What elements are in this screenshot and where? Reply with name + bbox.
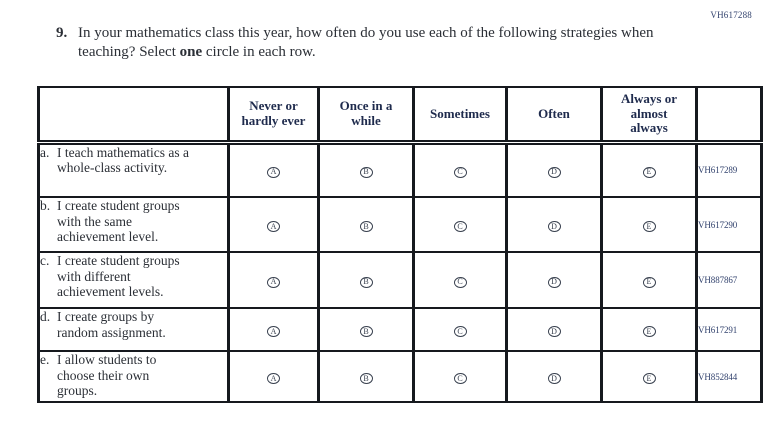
row-b-option-never[interactable]	[229, 197, 319, 252]
response-circle-b[interactable]: B	[360, 167, 373, 178]
question-text-pre: In your mathematics class this year, how often do you use each of the following strategies when teaching? Select	[78, 25, 654, 60]
row-b-letter: b.	[40, 198, 51, 213]
response-circle-a[interactable]: A	[267, 277, 280, 288]
table-row-c	[39, 252, 762, 308]
row-b-code: VH617290	[697, 197, 762, 252]
row-a-option-once[interactable]	[319, 142, 414, 197]
response-circle-d[interactable]: D	[548, 221, 561, 232]
row-d-stem	[39, 308, 229, 351]
response-circle-e[interactable]: E	[643, 167, 656, 178]
row-e-option-never[interactable]	[229, 351, 319, 402]
column-header-sometimes: Sometimes	[414, 87, 507, 142]
question-text-bold: one	[179, 44, 203, 60]
row-c-code: VH887867	[697, 252, 762, 308]
row-c-text: I create student groups with different achievement levels.	[57, 253, 180, 299]
row-b-stem	[39, 197, 229, 252]
response-circle-a[interactable]: A	[267, 221, 280, 232]
row-a-option-always[interactable]	[602, 142, 697, 197]
header-stem-empty	[39, 87, 229, 142]
row-b-option-sometimes[interactable]	[414, 197, 507, 252]
question-block	[56, 24, 656, 62]
row-e-option-often[interactable]	[507, 351, 602, 402]
row-e-option-always[interactable]	[602, 351, 697, 402]
row-d-letter: d.	[40, 309, 51, 324]
response-circle-e[interactable]: E	[643, 326, 656, 337]
row-a-stem	[39, 142, 229, 197]
response-circle-d[interactable]: D	[548, 326, 561, 337]
response-circle-d[interactable]: D	[548, 373, 561, 384]
question-number: 9.	[56, 25, 68, 41]
row-d-option-never[interactable]	[229, 308, 319, 351]
row-c-stem	[39, 252, 229, 308]
response-circle-b[interactable]: B	[360, 277, 373, 288]
row-e-option-sometimes[interactable]	[414, 351, 507, 402]
response-circle-c[interactable]: C	[454, 277, 467, 288]
table-row-b	[39, 197, 762, 252]
response-circle-b[interactable]: B	[360, 373, 373, 384]
row-d-option-often[interactable]	[507, 308, 602, 351]
row-d-code: VH617291	[697, 308, 762, 351]
row-a-option-sometimes[interactable]	[414, 142, 507, 197]
row-a-code: VH617289	[697, 142, 762, 197]
response-circle-e[interactable]: E	[643, 277, 656, 288]
column-header-never: Never or hardly ever	[229, 87, 319, 142]
survey-matrix-table	[37, 86, 763, 403]
response-circle-a[interactable]: A	[267, 326, 280, 337]
row-d-option-once[interactable]	[319, 308, 414, 351]
row-b-option-often[interactable]	[507, 197, 602, 252]
response-circle-c[interactable]: C	[454, 373, 467, 384]
column-header-always: Always or almost always	[602, 87, 697, 142]
row-e-stem	[39, 351, 229, 402]
row-a-letter: a.	[40, 144, 50, 160]
response-circle-d[interactable]: D	[548, 167, 561, 178]
header-row	[39, 87, 762, 142]
row-b-option-always[interactable]	[602, 197, 697, 252]
row-d-option-always[interactable]	[602, 308, 697, 351]
row-a-option-never[interactable]	[229, 142, 319, 197]
response-circle-e[interactable]: E	[643, 373, 656, 384]
row-d-text: I create groups by random assignment.	[57, 309, 166, 340]
header-code-empty	[697, 87, 762, 142]
row-e-letter: e.	[40, 352, 50, 367]
response-circle-b[interactable]: B	[360, 221, 373, 232]
response-circle-c[interactable]: C	[454, 167, 467, 178]
row-d-option-sometimes[interactable]	[414, 308, 507, 351]
row-c-option-once[interactable]	[319, 252, 414, 308]
row-e-option-once[interactable]	[319, 351, 414, 402]
response-circle-b[interactable]: B	[360, 326, 373, 337]
column-header-once-in-a-while: Once in a while	[319, 87, 414, 142]
accession-code-top: VH617288	[710, 10, 752, 20]
row-a-option-often[interactable]	[507, 142, 602, 197]
row-c-option-sometimes[interactable]	[414, 252, 507, 308]
row-e-code: VH852844	[697, 351, 762, 402]
response-circle-e[interactable]: E	[643, 221, 656, 232]
row-e-text: I allow students to choose their own groups.	[57, 352, 157, 398]
response-circle-d[interactable]: D	[548, 277, 561, 288]
column-header-often: Often	[507, 87, 602, 142]
row-c-option-always[interactable]	[602, 252, 697, 308]
response-circle-a[interactable]: A	[267, 167, 280, 178]
row-a-text: I teach mathematics as a whole-class activity.	[57, 144, 189, 175]
response-circle-c[interactable]: C	[454, 221, 467, 232]
response-circle-c[interactable]: C	[454, 326, 467, 337]
row-c-letter: c.	[40, 253, 50, 268]
table-row-a	[39, 142, 762, 197]
table-row-d	[39, 308, 762, 351]
table-row-e	[39, 351, 762, 402]
question-text	[78, 24, 656, 62]
question-text-post: circle in each row.	[202, 44, 316, 60]
row-b-text: I create student groups with the same achievement level.	[57, 198, 180, 244]
response-circle-a[interactable]: A	[267, 373, 280, 384]
row-c-option-often[interactable]	[507, 252, 602, 308]
row-b-option-once[interactable]	[319, 197, 414, 252]
row-c-option-never[interactable]	[229, 252, 319, 308]
